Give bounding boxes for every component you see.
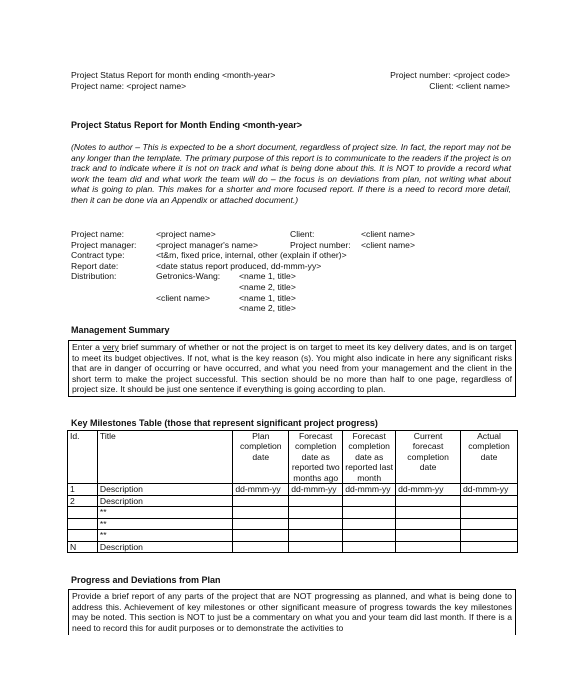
row-id xyxy=(68,518,98,530)
row-title: ** xyxy=(97,530,232,542)
distribution-label: Distribution: xyxy=(71,271,117,282)
management-summary-heading: Management Summary xyxy=(71,325,170,335)
row-title: Description xyxy=(97,541,232,553)
row-id xyxy=(68,507,98,519)
column-header: Current forecast completion date xyxy=(396,431,461,484)
row-id: N xyxy=(68,541,98,553)
distribution-name: <name 1, title> xyxy=(239,271,296,282)
notes-to-author: (Notes to author – This is expected to be a short document, regardless of project size. In fact, the report may not be any longer than the template. The primary purpose of this report is to communicate to the readers if the project is on track and to indicate where it is not on track and what is being done about this. It is NOT to provide a record what work the team did and what work the team will do – the focus is on deviations from plan, not writing what about what is going to plan. This makes for a shorter and more focused report. If there is a need to record more detail, then it can be done via an Appendix or attached document.) xyxy=(71,142,511,205)
table-row xyxy=(68,518,518,530)
row-id: 2 xyxy=(68,495,98,507)
row-forecast-last-month xyxy=(343,530,396,542)
document-title: Project Status Report for Month Ending <month-year> xyxy=(71,120,303,130)
row-forecast-two-months xyxy=(289,518,343,530)
detail-row-contract xyxy=(71,250,451,261)
row-forecast-last-month: dd-mmm-yy xyxy=(343,484,396,496)
management-summary-box xyxy=(68,340,516,397)
row-title: Description xyxy=(97,495,232,507)
row-actual-date xyxy=(461,518,518,530)
row-plan-date xyxy=(233,541,289,553)
row-forecast-two-months xyxy=(289,495,343,507)
row-current-forecast: dd-mmm-yy xyxy=(396,484,461,496)
client-value: <client name> xyxy=(361,229,415,239)
contract-value: <t&m, fixed price, internal, other (explain if other)> xyxy=(156,250,347,261)
row-actual-date xyxy=(461,495,518,507)
row-forecast-two-months xyxy=(289,541,343,553)
report-date-label: Report date: xyxy=(71,260,119,271)
distribution-name: <name 2, title> xyxy=(239,303,296,314)
row-title: ** xyxy=(97,507,232,519)
row-forecast-two-months xyxy=(289,530,343,542)
detail-row-distribution xyxy=(71,282,451,293)
project-name-value: <project name> xyxy=(156,229,216,239)
row-id xyxy=(68,530,98,542)
table-row xyxy=(68,507,518,519)
header-report-period: Project Status Report for month ending <month-year> xyxy=(71,70,276,80)
summary-text-pre: Enter a xyxy=(72,342,103,352)
milestones-table xyxy=(67,430,518,553)
manager-label: Project manager: xyxy=(71,239,137,250)
detail-row-distribution xyxy=(71,303,451,314)
report-header-left xyxy=(71,70,275,91)
column-header: Forecast completion date as reported two months ago xyxy=(289,431,343,484)
table-row xyxy=(68,495,518,507)
row-actual-date xyxy=(461,507,518,519)
column-header: Forecast completion date as reported last month xyxy=(343,431,396,484)
milestones-heading: Key Milestones Table (those that represent significant project progress) xyxy=(71,418,378,428)
row-plan-date xyxy=(233,495,289,507)
row-plan-date xyxy=(233,507,289,519)
row-actual-date xyxy=(461,541,518,553)
column-header: Plan completion date xyxy=(233,431,289,484)
progress-text: Provide a brief report of any parts of the project that are NOT progressing as planned, and what is being done to address this. Achievement of key milestones or other significant measure of progress towards the key milestones may be noted. This section is NOT to just be a commentary on what you and your team did last month. If there is a need to record this for audit purposes or to demonstrate the activities to xyxy=(72,591,512,633)
row-actual-date: dd-mmm-yy xyxy=(461,484,518,496)
row-current-forecast xyxy=(396,530,461,542)
project-name-label: Project name: xyxy=(71,229,125,239)
summary-text-body: brief summary of whether or not the project is on target to meet its key delivery dates, and is on target to meet its budget objectives. If not, what is the key reason (s). You might also indicate in here any significant risks that are in danger of occurring or have occurred, and what you need from your management and the client in the short term to make the project successful. This section should be no more than half to one page, regardless of project size. It should be just one sentence if everything is going according to plan. xyxy=(72,342,512,395)
row-title: Description xyxy=(97,484,232,496)
table-row xyxy=(68,541,518,553)
row-title: ** xyxy=(97,518,232,530)
report-header-right xyxy=(390,70,510,91)
distribution-org-2: <client name> xyxy=(156,292,210,303)
project-details xyxy=(71,229,451,314)
header-project-name: Project name: <project name> xyxy=(71,80,187,91)
header-client: Client: <client name> xyxy=(429,80,510,91)
row-actual-date xyxy=(461,530,518,542)
project-number-label: Project number: xyxy=(290,239,351,250)
detail-row-distribution xyxy=(71,271,451,282)
column-header: Title xyxy=(97,431,232,484)
detail-row-manager xyxy=(71,240,451,251)
column-header: Actual completion date xyxy=(461,431,518,484)
row-current-forecast xyxy=(396,518,461,530)
row-forecast-last-month xyxy=(343,507,396,519)
detail-row-project-name xyxy=(71,229,451,240)
row-forecast-last-month xyxy=(343,495,396,507)
detail-row-distribution xyxy=(71,293,451,304)
table-row xyxy=(68,530,518,542)
column-header: Id. xyxy=(68,431,98,484)
row-current-forecast xyxy=(396,541,461,553)
report-date-value: <date status report produced, dd-mmm-yy> xyxy=(156,260,322,271)
row-plan-date xyxy=(233,530,289,542)
progress-heading: Progress and Deviations from Plan xyxy=(71,575,221,585)
row-plan-date xyxy=(233,518,289,530)
client-label: Client: xyxy=(290,229,315,239)
detail-row-report-date xyxy=(71,261,451,272)
distribution-name: <name 1, title> xyxy=(239,292,296,303)
contract-label: Contract type: xyxy=(71,250,125,261)
header-project-number: Project number: <project code> xyxy=(390,70,510,80)
row-forecast-last-month xyxy=(343,518,396,530)
project-number-value: <client name> xyxy=(361,239,415,250)
progress-box xyxy=(68,589,516,635)
distribution-org-1: Getronics-Wang: xyxy=(156,271,221,282)
milestones-header-row xyxy=(68,431,518,484)
row-current-forecast xyxy=(396,507,461,519)
row-forecast-two-months xyxy=(289,507,343,519)
row-forecast-two-months: dd-mmm-yy xyxy=(289,484,343,496)
summary-text-emphasis: very xyxy=(102,342,119,352)
distribution-name: <name 2, title> xyxy=(239,281,296,292)
row-forecast-last-month xyxy=(343,541,396,553)
row-plan-date: dd-mmm-yy xyxy=(233,484,289,496)
table-row xyxy=(68,484,518,496)
row-current-forecast xyxy=(396,495,461,507)
manager-value: <project manager's name> xyxy=(156,239,258,250)
row-id: 1 xyxy=(68,484,98,496)
